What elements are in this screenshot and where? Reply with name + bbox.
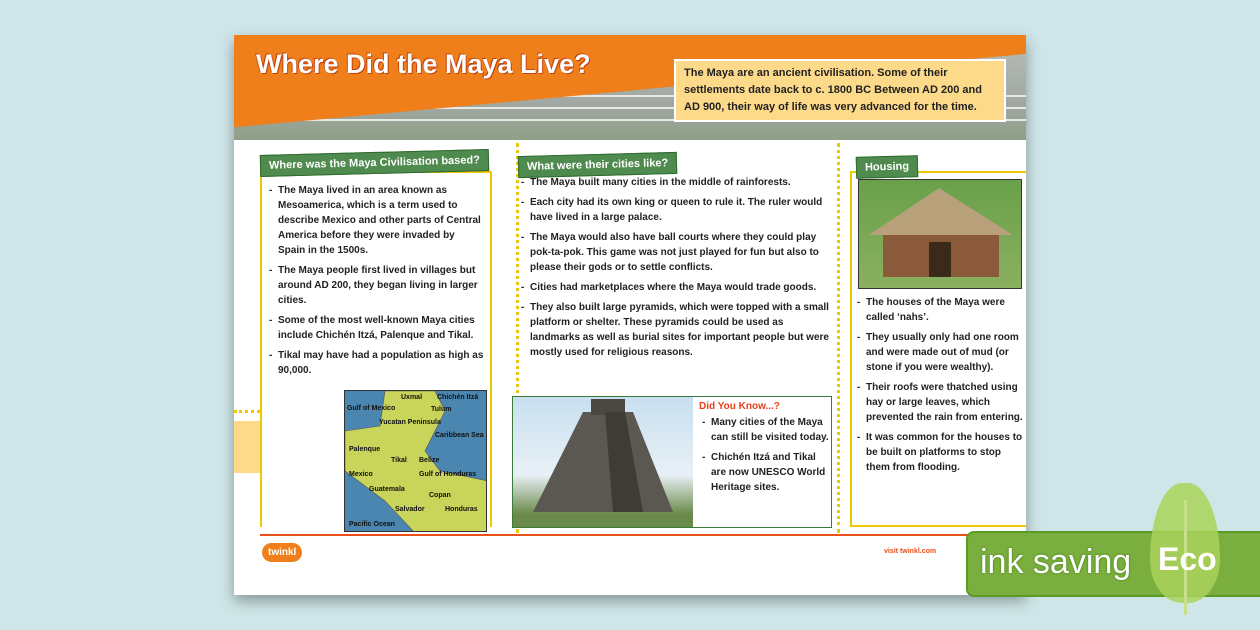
bullet-item: - It was common for the houses to be built on platforms to stop them from flooding. bbox=[854, 430, 1026, 475]
ink-saving-label: ink saving bbox=[980, 543, 1132, 581]
twinkl-logo[interactable]: twinkl bbox=[262, 543, 302, 562]
did-you-know-heading: Did You Know...? bbox=[699, 401, 780, 412]
map-label: Palenque bbox=[349, 446, 381, 453]
bullet-item: - The Maya built many cities in the middle of rainforests. bbox=[518, 175, 830, 190]
housing-section bbox=[850, 171, 1026, 527]
page-title: Where Did the Maya Live? bbox=[256, 49, 591, 79]
bullet-item: - The houses of the Maya were called ‘nahs’. bbox=[854, 295, 1026, 325]
maya-map-image bbox=[344, 390, 487, 532]
map-label: Tikal bbox=[391, 457, 407, 464]
cities-media-box bbox=[512, 396, 832, 528]
bullet-item: - Chichén Itzá and Tikal are now UNESCO World Heritage sites. bbox=[699, 450, 829, 495]
visit-link[interactable]: visit twinkl.com bbox=[884, 548, 937, 555]
map-label: Honduras bbox=[445, 506, 478, 513]
eco-label: Eco bbox=[1158, 541, 1217, 577]
pyramid-image bbox=[513, 397, 693, 527]
bullet-item: - Some of the most well-known Maya cities include Chichén Itzá, Palenque and Tikal. bbox=[266, 313, 484, 343]
footer-divider bbox=[260, 534, 1000, 536]
map-label: Belize bbox=[419, 457, 440, 464]
map-label: Gulf of Mexico bbox=[347, 405, 396, 412]
bullet-item: - Many cities of the Maya can still be visited today. bbox=[699, 415, 829, 445]
bullet-item: - Each city had its own king or queen to rule it. The ruler would have lived in a large palace. bbox=[518, 195, 830, 225]
map-label: Salvador bbox=[395, 506, 425, 513]
cities-section bbox=[518, 175, 830, 365]
bullet-item: - Their roofs were thatched using hay or large leaves, which prevented the rain from entering. bbox=[854, 380, 1026, 425]
map-label: Uxmal bbox=[401, 394, 423, 401]
maya-house-image bbox=[858, 179, 1022, 289]
housing-heading: Housing bbox=[856, 155, 919, 179]
bullet-item: - Tikal may have had a population as high as 90,000. bbox=[266, 348, 484, 378]
map-label: Yucatan Peninsula bbox=[379, 419, 441, 426]
bullet-item: - Cities had marketplaces where the Maya would trade goods. bbox=[518, 280, 830, 295]
bullet-item: - The Maya lived in an area known as Mesoamerica, which is a term used to describe Mexico and other parts of Central America before they were invaded by Spain in the 1500s. bbox=[266, 183, 484, 258]
bullet-item: - The Maya people first lived in villages but around AD 200, they began living in larger cities. bbox=[266, 263, 484, 308]
location-heading: Where was the Maya Civilisation based? bbox=[260, 149, 489, 177]
map-label: Gulf of Honduras bbox=[419, 471, 477, 478]
map-label: Copan bbox=[429, 492, 451, 499]
worksheet-poster bbox=[234, 35, 1026, 595]
bullet-item: - They usually only had one room and were made out of mud (or stone if you were wealthy). bbox=[854, 330, 1026, 375]
map-label: Chichén Itzá bbox=[437, 394, 479, 401]
map-label: Caribbean Sea bbox=[435, 432, 484, 439]
map-label: Guatemala bbox=[369, 486, 405, 493]
divider bbox=[837, 143, 840, 533]
map-label: Mexico bbox=[349, 471, 373, 478]
bullet-item: - The Maya would also have ball courts where they could play pok-ta-pok. This game was not just played for fun but also to please their gods or to settle conflicts. bbox=[518, 230, 830, 275]
intro-box: The Maya are an ancient civilisation. Some of their settlements date back to c. 1800 BC Between AD 200 and AD 900, their way of life was very advanced for the time. bbox=[674, 59, 1006, 122]
map-label: Pacific Ocean bbox=[349, 521, 395, 528]
cities-heading: What were their cities like? bbox=[518, 152, 678, 178]
bullet-item: - They also built large pyramids, which were topped with a small platform or shelter. These pyramids could be used as landmarks as well as burial sites for important people but were mostly used for religious reasons. bbox=[518, 300, 830, 360]
map-label: Tulum bbox=[431, 406, 452, 413]
